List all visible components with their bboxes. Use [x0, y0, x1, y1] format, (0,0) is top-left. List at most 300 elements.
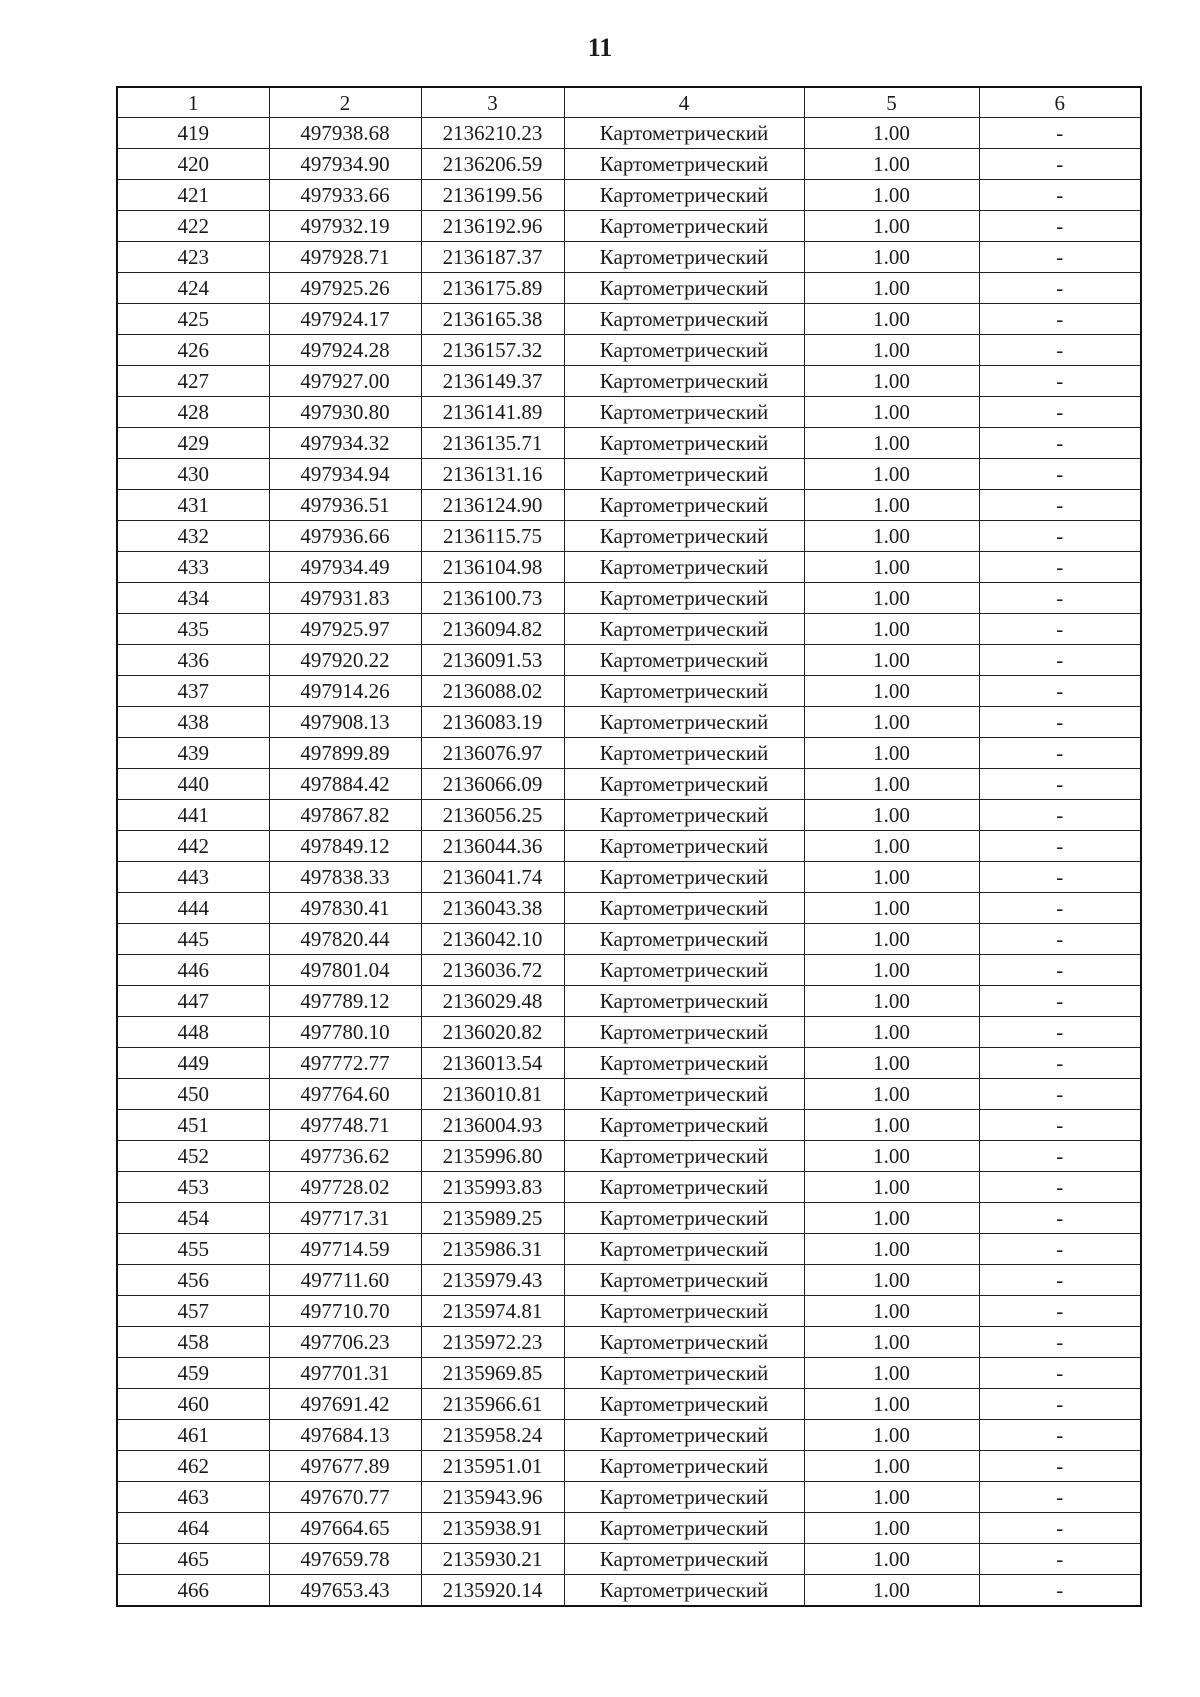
- method-cell: Картометрический: [564, 397, 804, 428]
- y-coordinate-cell: 2136100.73: [421, 583, 564, 614]
- note-cell: -: [979, 490, 1141, 521]
- x-coordinate-cell: 497801.04: [269, 955, 421, 986]
- point-number-cell: 422: [117, 211, 269, 242]
- method-cell: Картометрический: [564, 1234, 804, 1265]
- accuracy-cell: 1.00: [804, 304, 979, 335]
- table-row: [117, 304, 1141, 335]
- accuracy-cell: 1.00: [804, 1513, 979, 1544]
- method-cell: Картометрический: [564, 1358, 804, 1389]
- note-cell: -: [979, 924, 1141, 955]
- x-coordinate-cell: 497670.77: [269, 1482, 421, 1513]
- accuracy-cell: 1.00: [804, 1017, 979, 1048]
- x-coordinate-cell: 497684.13: [269, 1420, 421, 1451]
- x-coordinate-cell: 497701.31: [269, 1358, 421, 1389]
- accuracy-cell: 1.00: [804, 986, 979, 1017]
- note-cell: -: [979, 335, 1141, 366]
- y-coordinate-cell: 2136043.38: [421, 893, 564, 924]
- method-cell: Картометрический: [564, 800, 804, 831]
- note-cell: -: [979, 1575, 1141, 1607]
- note-cell: -: [979, 1048, 1141, 1079]
- note-cell: -: [979, 738, 1141, 769]
- table-row: [117, 1265, 1141, 1296]
- accuracy-cell: 1.00: [804, 1172, 979, 1203]
- column-header-6: 6: [979, 87, 1141, 118]
- y-coordinate-cell: 2136020.82: [421, 1017, 564, 1048]
- y-coordinate-cell: 2136044.36: [421, 831, 564, 862]
- table-row: [117, 800, 1141, 831]
- method-cell: Картометрический: [564, 583, 804, 614]
- method-cell: Картометрический: [564, 304, 804, 335]
- point-number-cell: 429: [117, 428, 269, 459]
- y-coordinate-cell: 2135938.91: [421, 1513, 564, 1544]
- accuracy-cell: 1.00: [804, 118, 979, 149]
- note-cell: -: [979, 304, 1141, 335]
- x-coordinate-cell: 497867.82: [269, 800, 421, 831]
- y-coordinate-cell: 2135969.85: [421, 1358, 564, 1389]
- accuracy-cell: 1.00: [804, 1451, 979, 1482]
- note-cell: -: [979, 273, 1141, 304]
- accuracy-cell: 1.00: [804, 273, 979, 304]
- accuracy-cell: 1.00: [804, 397, 979, 428]
- accuracy-cell: 1.00: [804, 366, 979, 397]
- y-coordinate-cell: 2135989.25: [421, 1203, 564, 1234]
- accuracy-cell: 1.00: [804, 1110, 979, 1141]
- note-cell: -: [979, 645, 1141, 676]
- table-body: [117, 118, 1141, 1607]
- point-number-cell: 461: [117, 1420, 269, 1451]
- table-row: [117, 490, 1141, 521]
- x-coordinate-cell: 497849.12: [269, 831, 421, 862]
- table-row: [117, 1079, 1141, 1110]
- accuracy-cell: 1.00: [804, 955, 979, 986]
- point-number-cell: 438: [117, 707, 269, 738]
- point-number-cell: 463: [117, 1482, 269, 1513]
- note-cell: -: [979, 1389, 1141, 1420]
- method-cell: Картометрический: [564, 1141, 804, 1172]
- table-row: [117, 552, 1141, 583]
- point-number-cell: 419: [117, 118, 269, 149]
- accuracy-cell: 1.00: [804, 1389, 979, 1420]
- accuracy-cell: 1.00: [804, 521, 979, 552]
- accuracy-cell: 1.00: [804, 1048, 979, 1079]
- x-coordinate-cell: 497728.02: [269, 1172, 421, 1203]
- method-cell: Картометрический: [564, 1079, 804, 1110]
- accuracy-cell: 1.00: [804, 769, 979, 800]
- x-coordinate-cell: 497691.42: [269, 1389, 421, 1420]
- method-cell: Картометрический: [564, 738, 804, 769]
- point-number-cell: 451: [117, 1110, 269, 1141]
- x-coordinate-cell: 497933.66: [269, 180, 421, 211]
- method-cell: Картометрический: [564, 149, 804, 180]
- method-cell: Картометрический: [564, 1048, 804, 1079]
- method-cell: Картометрический: [564, 1420, 804, 1451]
- table-row: [117, 1110, 1141, 1141]
- note-cell: -: [979, 459, 1141, 490]
- point-number-cell: 443: [117, 862, 269, 893]
- y-coordinate-cell: 2136041.74: [421, 862, 564, 893]
- x-coordinate-cell: 497830.41: [269, 893, 421, 924]
- y-coordinate-cell: 2136004.93: [421, 1110, 564, 1141]
- note-cell: -: [979, 1513, 1141, 1544]
- x-coordinate-cell: 497884.42: [269, 769, 421, 800]
- note-cell: -: [979, 707, 1141, 738]
- table-row: [117, 211, 1141, 242]
- y-coordinate-cell: 2136135.71: [421, 428, 564, 459]
- table-row: [117, 180, 1141, 211]
- accuracy-cell: 1.00: [804, 862, 979, 893]
- accuracy-cell: 1.00: [804, 831, 979, 862]
- note-cell: -: [979, 1172, 1141, 1203]
- note-cell: -: [979, 862, 1141, 893]
- x-coordinate-cell: 497780.10: [269, 1017, 421, 1048]
- page-number: 11: [587, 33, 613, 62]
- table-row: [117, 1389, 1141, 1420]
- note-cell: -: [979, 1358, 1141, 1389]
- accuracy-cell: 1.00: [804, 676, 979, 707]
- method-cell: Картометрический: [564, 118, 804, 149]
- table-row: [117, 676, 1141, 707]
- x-coordinate-cell: 497820.44: [269, 924, 421, 955]
- point-number-cell: 464: [117, 1513, 269, 1544]
- table-row: [117, 769, 1141, 800]
- point-number-cell: 428: [117, 397, 269, 428]
- note-cell: -: [979, 366, 1141, 397]
- table-row: [117, 1048, 1141, 1079]
- coordinates-table: [116, 86, 1142, 1607]
- point-number-cell: 449: [117, 1048, 269, 1079]
- point-number-cell: 439: [117, 738, 269, 769]
- x-coordinate-cell: 497789.12: [269, 986, 421, 1017]
- accuracy-cell: 1.00: [804, 242, 979, 273]
- point-number-cell: 425: [117, 304, 269, 335]
- table-row: [117, 242, 1141, 273]
- x-coordinate-cell: 497924.17: [269, 304, 421, 335]
- table-row: [117, 397, 1141, 428]
- x-coordinate-cell: 497899.89: [269, 738, 421, 769]
- note-cell: -: [979, 1234, 1141, 1265]
- table-row: [117, 521, 1141, 552]
- accuracy-cell: 1.00: [804, 1358, 979, 1389]
- point-number-cell: 453: [117, 1172, 269, 1203]
- y-coordinate-cell: 2136076.97: [421, 738, 564, 769]
- accuracy-cell: 1.00: [804, 1234, 979, 1265]
- table-row: [117, 149, 1141, 180]
- x-coordinate-cell: 497653.43: [269, 1575, 421, 1607]
- x-coordinate-cell: 497934.90: [269, 149, 421, 180]
- note-cell: -: [979, 1482, 1141, 1513]
- accuracy-cell: 1.00: [804, 490, 979, 521]
- accuracy-cell: 1.00: [804, 1079, 979, 1110]
- point-number-cell: 435: [117, 614, 269, 645]
- y-coordinate-cell: 2136165.38: [421, 304, 564, 335]
- x-coordinate-cell: 497772.77: [269, 1048, 421, 1079]
- method-cell: Картометрический: [564, 986, 804, 1017]
- point-number-cell: 427: [117, 366, 269, 397]
- y-coordinate-cell: 2135966.61: [421, 1389, 564, 1420]
- accuracy-cell: 1.00: [804, 428, 979, 459]
- point-number-cell: 460: [117, 1389, 269, 1420]
- accuracy-cell: 1.00: [804, 552, 979, 583]
- table-row: [117, 986, 1141, 1017]
- method-cell: Картометрический: [564, 676, 804, 707]
- note-cell: -: [979, 800, 1141, 831]
- note-cell: -: [979, 583, 1141, 614]
- x-coordinate-cell: 497748.71: [269, 1110, 421, 1141]
- x-coordinate-cell: 497934.49: [269, 552, 421, 583]
- table-row: [117, 428, 1141, 459]
- column-header-1: 1: [117, 87, 269, 118]
- method-cell: Картометрический: [564, 1389, 804, 1420]
- accuracy-cell: 1.00: [804, 149, 979, 180]
- method-cell: Картометрический: [564, 490, 804, 521]
- table-row: [117, 1482, 1141, 1513]
- accuracy-cell: 1.00: [804, 1575, 979, 1607]
- table-row: [117, 1141, 1141, 1172]
- table-header: [117, 87, 1141, 118]
- point-number-cell: 433: [117, 552, 269, 583]
- point-number-cell: 437: [117, 676, 269, 707]
- y-coordinate-cell: 2136091.53: [421, 645, 564, 676]
- table-row: [117, 335, 1141, 366]
- x-coordinate-cell: 497664.65: [269, 1513, 421, 1544]
- y-coordinate-cell: 2136192.96: [421, 211, 564, 242]
- x-coordinate-cell: 497714.59: [269, 1234, 421, 1265]
- point-number-cell: 420: [117, 149, 269, 180]
- column-header-5: 5: [804, 87, 979, 118]
- table-row: [117, 707, 1141, 738]
- method-cell: Картометрический: [564, 1451, 804, 1482]
- table-row: [117, 924, 1141, 955]
- method-cell: Картометрический: [564, 1110, 804, 1141]
- note-cell: -: [979, 1265, 1141, 1296]
- table-row: [117, 1451, 1141, 1482]
- note-cell: -: [979, 1451, 1141, 1482]
- table-row: [117, 1544, 1141, 1575]
- note-cell: -: [979, 1141, 1141, 1172]
- method-cell: Картометрический: [564, 831, 804, 862]
- header-row: [117, 87, 1141, 118]
- point-number-cell: 458: [117, 1327, 269, 1358]
- table-row: [117, 273, 1141, 304]
- table-row: [117, 1203, 1141, 1234]
- accuracy-cell: 1.00: [804, 459, 979, 490]
- x-coordinate-cell: 497931.83: [269, 583, 421, 614]
- note-cell: -: [979, 180, 1141, 211]
- point-number-cell: 454: [117, 1203, 269, 1234]
- x-coordinate-cell: 497908.13: [269, 707, 421, 738]
- note-cell: -: [979, 242, 1141, 273]
- x-coordinate-cell: 497925.26: [269, 273, 421, 304]
- method-cell: Картометрический: [564, 1017, 804, 1048]
- method-cell: Картометрический: [564, 1172, 804, 1203]
- method-cell: Картометрический: [564, 924, 804, 955]
- y-coordinate-cell: 2135996.80: [421, 1141, 564, 1172]
- accuracy-cell: 1.00: [804, 335, 979, 366]
- accuracy-cell: 1.00: [804, 1327, 979, 1358]
- point-number-cell: 434: [117, 583, 269, 614]
- y-coordinate-cell: 2136036.72: [421, 955, 564, 986]
- y-coordinate-cell: 2136094.82: [421, 614, 564, 645]
- accuracy-cell: 1.00: [804, 707, 979, 738]
- table-row: [117, 1234, 1141, 1265]
- note-cell: -: [979, 831, 1141, 862]
- y-coordinate-cell: 2135979.43: [421, 1265, 564, 1296]
- method-cell: Картометрический: [564, 1203, 804, 1234]
- point-number-cell: 462: [117, 1451, 269, 1482]
- x-coordinate-cell: 497677.89: [269, 1451, 421, 1482]
- method-cell: Картометрический: [564, 1296, 804, 1327]
- point-number-cell: 457: [117, 1296, 269, 1327]
- y-coordinate-cell: 2136013.54: [421, 1048, 564, 1079]
- point-number-cell: 444: [117, 893, 269, 924]
- method-cell: Картометрический: [564, 428, 804, 459]
- accuracy-cell: 1.00: [804, 1141, 979, 1172]
- method-cell: Картометрический: [564, 1327, 804, 1358]
- y-coordinate-cell: 2136088.02: [421, 676, 564, 707]
- method-cell: Картометрический: [564, 180, 804, 211]
- accuracy-cell: 1.00: [804, 924, 979, 955]
- table-row: [117, 1172, 1141, 1203]
- table-row: [117, 1017, 1141, 1048]
- point-number-cell: 465: [117, 1544, 269, 1575]
- y-coordinate-cell: 2135930.21: [421, 1544, 564, 1575]
- table-row: [117, 583, 1141, 614]
- x-coordinate-cell: 497920.22: [269, 645, 421, 676]
- y-coordinate-cell: 2135951.01: [421, 1451, 564, 1482]
- y-coordinate-cell: 2136187.37: [421, 242, 564, 273]
- y-coordinate-cell: 2136131.16: [421, 459, 564, 490]
- y-coordinate-cell: 2135993.83: [421, 1172, 564, 1203]
- point-number-cell: 455: [117, 1234, 269, 1265]
- point-number-cell: 441: [117, 800, 269, 831]
- table-row: [117, 738, 1141, 769]
- table-row: [117, 118, 1141, 149]
- method-cell: Картометрический: [564, 707, 804, 738]
- x-coordinate-cell: 497932.19: [269, 211, 421, 242]
- table-row: [117, 1513, 1141, 1544]
- y-coordinate-cell: 2135974.81: [421, 1296, 564, 1327]
- accuracy-cell: 1.00: [804, 1544, 979, 1575]
- accuracy-cell: 1.00: [804, 614, 979, 645]
- point-number-cell: 424: [117, 273, 269, 304]
- x-coordinate-cell: 497936.51: [269, 490, 421, 521]
- y-coordinate-cell: 2136206.59: [421, 149, 564, 180]
- x-coordinate-cell: 497717.31: [269, 1203, 421, 1234]
- method-cell: Картометрический: [564, 614, 804, 645]
- note-cell: -: [979, 614, 1141, 645]
- point-number-cell: 423: [117, 242, 269, 273]
- table-row: [117, 645, 1141, 676]
- y-coordinate-cell: 2136199.56: [421, 180, 564, 211]
- accuracy-cell: 1.00: [804, 1482, 979, 1513]
- note-cell: -: [979, 1420, 1141, 1451]
- table-row: [117, 1327, 1141, 1358]
- x-coordinate-cell: 497736.62: [269, 1141, 421, 1172]
- table-row: [117, 614, 1141, 645]
- x-coordinate-cell: 497934.32: [269, 428, 421, 459]
- note-cell: -: [979, 521, 1141, 552]
- x-coordinate-cell: 497925.97: [269, 614, 421, 645]
- method-cell: Картометрический: [564, 862, 804, 893]
- note-cell: -: [979, 1203, 1141, 1234]
- method-cell: Картометрический: [564, 893, 804, 924]
- y-coordinate-cell: 2136210.23: [421, 118, 564, 149]
- method-cell: Картометрический: [564, 459, 804, 490]
- method-cell: Картометрический: [564, 552, 804, 583]
- note-cell: -: [979, 428, 1141, 459]
- point-number-cell: 456: [117, 1265, 269, 1296]
- table-row: [117, 1296, 1141, 1327]
- method-cell: Картометрический: [564, 955, 804, 986]
- y-coordinate-cell: 2136104.98: [421, 552, 564, 583]
- table-row: [117, 831, 1141, 862]
- point-number-cell: 426: [117, 335, 269, 366]
- accuracy-cell: 1.00: [804, 180, 979, 211]
- accuracy-cell: 1.00: [804, 738, 979, 769]
- x-coordinate-cell: 497938.68: [269, 118, 421, 149]
- accuracy-cell: 1.00: [804, 1420, 979, 1451]
- table-row: [117, 1420, 1141, 1451]
- y-coordinate-cell: 2136042.10: [421, 924, 564, 955]
- method-cell: Картометрический: [564, 273, 804, 304]
- note-cell: -: [979, 1079, 1141, 1110]
- point-number-cell: 432: [117, 521, 269, 552]
- note-cell: -: [979, 1544, 1141, 1575]
- y-coordinate-cell: 2135943.96: [421, 1482, 564, 1513]
- column-header-2: 2: [269, 87, 421, 118]
- point-number-cell: 431: [117, 490, 269, 521]
- y-coordinate-cell: 2136124.90: [421, 490, 564, 521]
- table-row: [117, 955, 1141, 986]
- x-coordinate-cell: 497924.28: [269, 335, 421, 366]
- accuracy-cell: 1.00: [804, 583, 979, 614]
- x-coordinate-cell: 497927.00: [269, 366, 421, 397]
- note-cell: -: [979, 955, 1141, 986]
- point-number-cell: 440: [117, 769, 269, 800]
- method-cell: Картометрический: [564, 1544, 804, 1575]
- note-cell: -: [979, 1327, 1141, 1358]
- y-coordinate-cell: 2135972.23: [421, 1327, 564, 1358]
- y-coordinate-cell: 2136175.89: [421, 273, 564, 304]
- point-number-cell: 442: [117, 831, 269, 862]
- x-coordinate-cell: 497659.78: [269, 1544, 421, 1575]
- table-row: [117, 1575, 1141, 1607]
- y-coordinate-cell: 2135986.31: [421, 1234, 564, 1265]
- method-cell: Картометрический: [564, 521, 804, 552]
- point-number-cell: 452: [117, 1141, 269, 1172]
- y-coordinate-cell: 2135958.24: [421, 1420, 564, 1451]
- column-header-4: 4: [564, 87, 804, 118]
- y-coordinate-cell: 2136010.81: [421, 1079, 564, 1110]
- y-coordinate-cell: 2136029.48: [421, 986, 564, 1017]
- note-cell: -: [979, 1296, 1141, 1327]
- y-coordinate-cell: 2136141.89: [421, 397, 564, 428]
- column-header-3: 3: [421, 87, 564, 118]
- y-coordinate-cell: 2136066.09: [421, 769, 564, 800]
- accuracy-cell: 1.00: [804, 1296, 979, 1327]
- table-row: [117, 366, 1141, 397]
- note-cell: -: [979, 211, 1141, 242]
- x-coordinate-cell: 497930.80: [269, 397, 421, 428]
- point-number-cell: 446: [117, 955, 269, 986]
- point-number-cell: 459: [117, 1358, 269, 1389]
- method-cell: Картометрический: [564, 645, 804, 676]
- x-coordinate-cell: 497711.60: [269, 1265, 421, 1296]
- method-cell: Картометрический: [564, 1513, 804, 1544]
- y-coordinate-cell: 2136149.37: [421, 366, 564, 397]
- x-coordinate-cell: 497934.94: [269, 459, 421, 490]
- point-number-cell: 448: [117, 1017, 269, 1048]
